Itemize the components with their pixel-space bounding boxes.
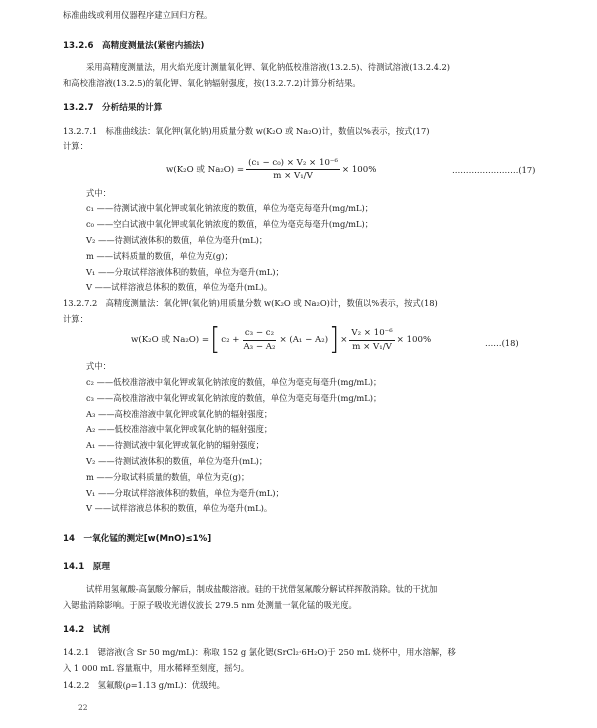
page-number: 22	[78, 703, 88, 712]
variable-def-1-4: m ——试料质量的数值，单位为克(g)；	[86, 251, 233, 261]
equation-number-18: ……(18)	[485, 338, 519, 348]
variable-def-2-7: m ——分取试料质量的数值，单位为克(g)；	[86, 472, 250, 482]
formula-17-numerator: (c₁ − c₀) × V₂ × 10⁻⁶	[246, 158, 340, 170]
reagent-14-2-1-line1: 14.2.1 锶溶液(含 Sr 50 mg/mL)：称取 152 g 氯化锶(SrCl₂·6H₂O)于 250 mL 烧杯中，用水溶解，移	[63, 647, 456, 657]
formula-17-tail: × 100%	[341, 164, 377, 175]
heading-14-1: 14.1 原理	[63, 562, 110, 572]
variable-def-2-8: V₁ ——分取试样溶液体积的数值，单位为毫升(mL)；	[86, 488, 284, 498]
para-14-1-line1: 试样用氢氟酸-高氯酸分解后，制成盐酸溶液。硅的干扰借氢氟酸分解试样挥散消除。钛的干扰加	[86, 584, 438, 594]
para-13-2-6-line1: 采用高精度测量法，用火焰光度计测量氧化钾、氧化钠低校准溶液(13.2.5)、待测试溶液(13.2.4.2)	[86, 62, 451, 72]
variable-def-2-1: c₂ ——低校准溶液中氧化钾或氧化钠浓度的数值，单位为毫克每毫升(mg/mL)；	[86, 377, 382, 387]
formula-18-left-bracket: [	[210, 322, 221, 358]
formula-18-fraction	[349, 328, 394, 352]
variable-def-1-6: V ——试样溶液总体积的数值，单位为毫升(mL)。	[86, 282, 273, 292]
variable-def-2-2: c₃ ——高校准溶液中氧化钾或氧化钠浓度的数值，单位为毫克每毫升(mg/mL)；	[86, 393, 382, 403]
variable-def-1-1: c₁ ——待测试液中氧化钾或氧化钠浓度的数值，单位为毫克每毫升(mg/mL)；	[86, 203, 374, 213]
formula-18-inner-numerator: c₃ − c₂	[243, 328, 276, 340]
variable-def-2-9: V ——试样溶液总体积的数值，单位为毫升(mL)。	[86, 503, 273, 513]
formula-17-lhs: w(K₂O 或 Na₂O) =	[166, 164, 245, 175]
reagent-14-2-2: 14.2.2 氢氟酸(ρ=1.13 g/mL)：优级纯。	[63, 680, 225, 690]
formula-18-c2: c₂ +	[221, 334, 240, 345]
para-13-2-6-line2: 和高校准溶液(13.2.5)的氧化钾、氧化钠辐射强度，按(13.2.7.2)计算分析结果。	[63, 78, 361, 88]
formula-18-times: ×	[340, 334, 348, 345]
formula-18-inner-fraction	[241, 328, 277, 352]
formula-17-denominator: m × V₁/V	[273, 171, 313, 182]
equation-number-17: ……………………(17)	[452, 165, 536, 175]
variable-def-2-3: A₃ ——高校准溶液中氧化钾或氧化钠的辐射强度；	[86, 409, 273, 419]
variable-def-1-2: c₀ ——空白试液中氧化钾或氧化钠浓度的数值，单位为毫克每毫升(mg/mL)；	[86, 219, 374, 229]
formula-18-inner-tail: × (A₁ − A₂)	[279, 334, 329, 345]
formula-18-tail: × 100%	[396, 334, 432, 345]
where-label-1: 式中：	[86, 188, 111, 198]
formula-18-numerator: V₂ × 10⁻⁶	[349, 328, 394, 340]
variable-def-2-6: V₂ ——待测试液体积的数值，单位为毫升(mL)；	[86, 456, 268, 466]
variable-def-1-3: V₂ ——待测试液体积的数值，单位为毫升(mL)；	[86, 235, 268, 245]
variable-def-2-5: A₁ ——待测试液中氧化钾或氧化钠的辐射强度；	[86, 440, 264, 450]
formula-17-fraction	[246, 158, 340, 182]
variable-def-1-5: V₁ ——分取试样溶液体积的数值，单位为毫升(mL)；	[86, 267, 284, 277]
reagent-14-2-1-line2: 入 1 000 mL 容量瓶中，用水稀释至刻度，摇匀。	[63, 663, 250, 673]
top-line: 标准曲线或利用仪器程序建立回归方程。	[63, 10, 213, 20]
formula-18-lhs: w(K₂O 或 Na₂O) =	[131, 334, 210, 345]
variable-def-2-4: A₂ ——低校准溶液中氧化钾或氧化钠的辐射强度；	[86, 424, 273, 434]
clause-13-2-7-1-line2: 计算：	[63, 141, 88, 151]
formula-18-inner-denominator: A₃ − A₂	[243, 341, 276, 352]
clause-13-2-7-1-line1: 13.2.7.1 标准曲线法：氧化钾(氧化钠)用质量分数 w(K₂O 或 Na₂O)计，数值以%表示，按式(17)	[63, 126, 430, 136]
formula-17	[166, 158, 376, 182]
heading-14: 14 一氧化锰的测定[w(MnO)≤1%]	[63, 534, 212, 544]
heading-13-2-7: 13.2.7 分析结果的计算	[63, 103, 163, 113]
formula-18-right-bracket: ]	[329, 322, 340, 358]
formula-18	[131, 322, 432, 358]
clause-13-2-7-2-line1: 13.2.7.2 高精度测量法：氧化钾(氧化钠)用质量分数 w(K₂O 或 Na₂O)计，数值以%表示，按式(18)	[63, 298, 438, 308]
para-14-1-line2: 入锶盐消除影响。于原子吸收光谱仪波长 279.5 nm 处测量一氧化锰的吸光度。	[63, 600, 357, 610]
clause-13-2-7-2-line2: 计算：	[63, 314, 88, 324]
where-label-2: 式中：	[86, 361, 111, 371]
heading-13-2-6: 13.2.6 高精度测量法(紧密内插法)	[63, 41, 205, 51]
formula-18-denominator: m × V₁/V	[352, 341, 392, 352]
heading-14-2: 14.2 试剂	[63, 625, 110, 635]
